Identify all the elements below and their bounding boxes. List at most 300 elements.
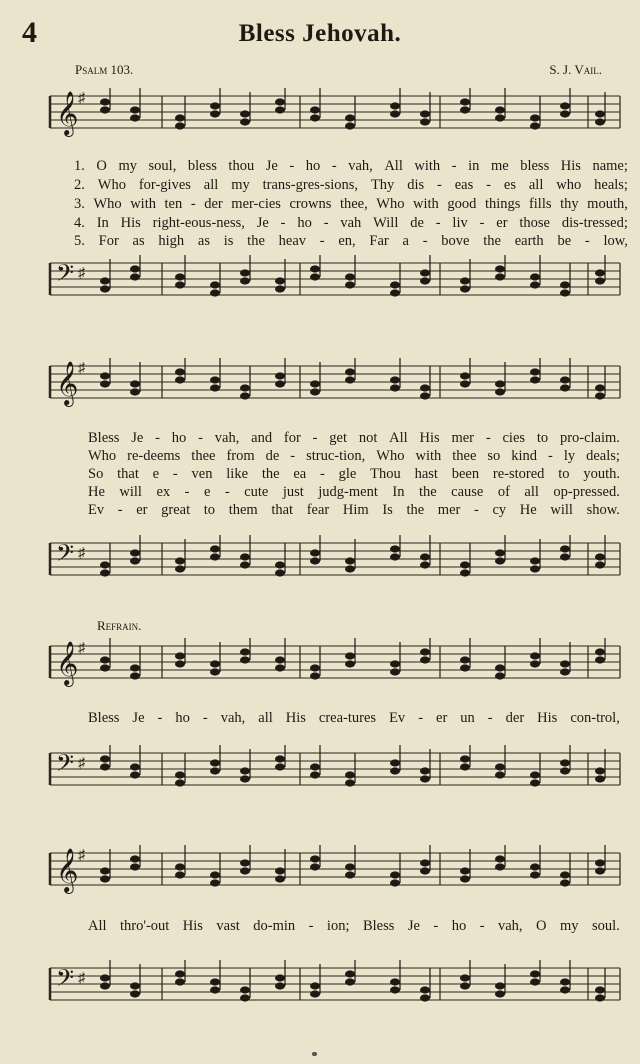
notehead [100,982,110,989]
notehead [420,775,430,782]
sharp-key-signature-icon: ♯ [78,361,85,376]
lyric-syllable: vast [216,918,240,934]
notehead [460,106,470,113]
notehead [210,767,220,774]
lyric-syllable: ly [563,448,576,464]
sharp-key-signature-icon: ♯ [78,266,85,281]
lyric-syllable: O [96,158,107,174]
notehead [560,978,570,985]
lyric-syllable: er [496,215,508,231]
lyric-syllable: - [289,158,295,174]
lyric-syllable: dis [407,177,425,193]
lyric-syllable: struc-tion, [306,448,366,464]
notehead [175,281,185,288]
lyric-syllable: ho [297,215,312,231]
page-footer-dot [312,1052,317,1056]
bass-clef-icon: 𝄢 [56,539,75,572]
verse-2-line [74,177,628,194]
notehead [560,384,570,391]
lyric-syllable: liv [452,215,468,231]
lyric-syllable: them [228,502,258,518]
system-4-bass-staff [0,960,640,1020]
notehead [530,273,540,280]
notehead [595,775,605,782]
notehead [130,771,140,778]
lyric-syllable: my [118,158,137,174]
notehead [495,863,505,870]
notehead [460,875,470,882]
notehead [460,974,470,981]
lyric-syllable: - [437,177,442,193]
notehead [175,871,185,878]
notehead [210,545,220,552]
notehead [560,281,570,288]
notehead [460,285,470,292]
notehead [390,660,400,667]
lyric-syllable: ho [305,158,321,174]
lyric-syllable: who [556,177,582,193]
notehead [100,867,110,874]
lyric-syllable: Him [342,502,369,518]
lyric-syllable: Is [382,502,393,518]
lyric-syllable: great [161,502,191,518]
lyric-syllable: soul. [591,918,620,934]
notehead [495,380,505,387]
lyric-syllable: ex [156,484,171,500]
lyric-syllable: low, [603,233,628,249]
lyric-syllable: - [486,177,491,193]
lyric-syllable: Bless [88,710,120,726]
notehead [560,986,570,993]
notehead [210,759,220,766]
lyric-syllable: thee [452,448,477,464]
lyric-syllable: with [415,448,442,464]
notehead [175,114,185,121]
notehead [420,767,430,774]
notehead [495,114,505,121]
lyric-syllable: - [280,215,286,231]
lyric-syllable: to [558,466,570,482]
notehead [210,289,220,296]
notehead [595,118,605,125]
notehead [100,974,110,981]
lyric-syllable: cute [244,484,269,500]
lyric-syllable: fear [306,502,330,518]
lyric-syllable: heals; [594,177,628,193]
notehead [100,561,110,568]
notehead [420,867,430,874]
notehead [420,859,430,866]
lyric-syllable: the [261,466,280,482]
lyric-syllable: - [312,430,318,446]
lyric-syllable: For [98,233,119,249]
sharp-key-signature-icon: ♯ [78,91,85,106]
lyric-syllable: - [198,430,203,446]
notehead [275,982,285,989]
notehead [560,668,570,675]
notehead [275,106,285,113]
notehead [130,549,140,556]
verse-3-line-2 [88,466,620,483]
lyric-syllable: dis-tressed; [561,215,628,231]
notehead [275,98,285,105]
lyric-syllable: - [155,430,160,446]
notehead [460,867,470,874]
notehead [175,557,185,564]
notehead [420,392,430,399]
notehead [460,277,470,284]
lyric-syllable: - [117,502,123,518]
notehead [240,392,250,399]
lyric-syllable: - [433,918,439,934]
system-4-treble-staff [0,845,640,905]
lyric-syllable: heav [278,233,307,249]
notehead [130,672,140,679]
notehead [495,557,505,564]
lyric-syllable: 3. [74,196,85,212]
notehead [130,388,140,395]
notehead [420,553,430,560]
system-2-treble-staff [0,358,640,418]
notehead [460,380,470,387]
notehead [420,994,430,1001]
lyric-syllable: His [560,158,581,174]
lyric-syllable: - [473,502,479,518]
notehead [560,289,570,296]
lyric-syllable: Ev [88,502,105,518]
lyric-syllable: vah, [214,430,240,446]
notehead [345,660,355,667]
lyric-syllable: - [422,233,428,249]
lyric-syllable: of [497,484,510,500]
notehead [275,380,285,387]
notehead [345,368,355,375]
notehead [100,656,110,663]
lyric-syllable: been [451,466,480,482]
lyric-syllable: Will [373,215,399,231]
notehead [420,561,430,568]
lyric-syllable: thee [191,448,216,464]
notehead [560,545,570,552]
verse-5-line-2 [88,502,620,519]
notehead [130,557,140,564]
notehead [210,879,220,886]
lyric-syllable: - [485,430,491,446]
notehead [130,982,140,989]
notehead [390,102,400,109]
lyric-syllable: - [184,484,190,500]
lyric-syllable: Who [376,196,405,212]
notehead [240,767,250,774]
lyric-syllable: All [88,918,107,934]
notehead [210,553,220,560]
notehead [495,672,505,679]
notehead [495,388,505,395]
lyric-syllable: as [132,233,145,249]
notehead [130,380,140,387]
notehead [310,990,320,997]
lyric-syllable: Who [97,177,126,193]
lyric-syllable: will [119,484,142,500]
notehead [560,553,570,560]
notehead [130,990,140,997]
notehead [275,561,285,568]
notehead [420,110,430,117]
composer-credit: S. J. Vail. [549,62,602,77]
notehead [240,986,250,993]
lyric-syllable: - [224,484,230,500]
notehead [175,376,185,383]
notehead [100,569,110,576]
bass-clef-icon: 𝄢 [56,964,75,997]
notehead [530,771,540,778]
notehead [310,273,320,280]
notehead [560,767,570,774]
lyric-syllable: and [251,430,273,446]
notehead [345,970,355,977]
lyric-syllable: - [319,233,325,249]
notehead [275,656,285,663]
notehead [345,273,355,280]
notehead [420,986,430,993]
lyric-syllable: vah, [498,918,523,934]
notehead [530,652,540,659]
lyric-syllable: - [331,158,337,174]
lyric-syllable: like [226,466,249,482]
lyric-syllable: Who [88,448,117,464]
lyric-syllable: me [490,158,509,174]
lyric-syllable: vah, [220,710,246,726]
notehead [175,970,185,977]
notehead [210,871,220,878]
notehead [595,392,605,399]
lyric-syllable: Je [132,710,145,726]
notehead [530,970,540,977]
notehead [310,265,320,272]
scripture-source: Psalm 103. [75,62,134,77]
sharp-key-signature-icon: ♯ [78,641,85,656]
notehead [420,648,430,655]
lyric-syllable: kind [511,448,538,464]
notehead [595,561,605,568]
notehead [595,648,605,655]
bass-clef-icon: 𝄢 [56,749,75,782]
notehead [390,767,400,774]
lyric-syllable: - [479,918,485,934]
lyric-syllable: All [384,158,403,174]
lyric-syllable: in [468,158,480,174]
lyric-syllable: is [223,233,234,249]
notehead [240,110,250,117]
lyric-syllable: He [519,502,537,518]
notehead [460,982,470,989]
lyric-syllable: 2. [74,177,85,193]
lyric-syllable: bless [187,158,217,174]
notehead [390,759,400,766]
lyric-syllable: 5. [74,233,85,249]
notehead [595,384,605,391]
notehead [310,380,320,387]
lyric-syllable: that [117,466,139,482]
lyric-syllable: - [157,710,163,726]
lyric-syllable: bless [520,158,550,174]
lyric-syllable: eas [454,177,474,193]
notehead [175,652,185,659]
notehead [390,879,400,886]
notehead [390,384,400,391]
lyric-syllable: mer-cies [231,196,281,212]
notehead [310,863,320,870]
notehead [595,110,605,117]
notehead [390,986,400,993]
system-3-bass-staff [0,745,640,805]
notehead [495,549,505,556]
notehead [240,277,250,284]
lyric-syllable: my [231,177,250,193]
notehead [275,974,285,981]
notehead [495,982,505,989]
lyric-syllable: All [389,430,408,446]
lyric-syllable: der [204,196,223,212]
lyric-syllable: all [203,177,219,193]
notehead [530,863,540,870]
notehead [240,384,250,391]
notehead [390,289,400,296]
lyric-syllable: Far [369,233,389,249]
notehead [460,98,470,105]
sharp-key-signature-icon: ♯ [78,756,85,771]
lyric-syllable: de [410,215,424,231]
notehead [100,98,110,105]
lyric-syllable: es [503,177,516,193]
notehead [275,875,285,882]
lyric-syllable: be [557,233,572,249]
lyric-syllable: trans-gres-sions, [262,177,359,193]
lyric-syllable: e [152,466,160,482]
lyric-syllable: thee, [339,196,368,212]
lyric-syllable: earth [514,233,544,249]
notehead [420,384,430,391]
lyric-syllable: He [88,484,105,500]
lyric-syllable: So [88,466,104,482]
lyric-syllable: en, [338,233,356,249]
notehead [175,660,185,667]
notehead [390,871,400,878]
lyric-syllable: judg-ment [318,484,378,500]
lyric-syllable: right-eous-ness, [152,215,245,231]
lyric-syllable: Thy [370,177,395,193]
notehead [390,281,400,288]
notehead [345,565,355,572]
page-number: 4 [22,16,37,49]
notehead [100,380,110,387]
notehead [495,855,505,862]
lyric-syllable: a [402,233,409,249]
notehead [560,660,570,667]
lyric-syllable: - [190,196,196,212]
notehead [530,557,540,564]
notehead [275,664,285,671]
bass-clef-icon: 𝄢 [56,259,75,292]
lyric-syllable: the [406,502,425,518]
notehead [275,285,285,292]
lyric-syllable: thou [228,158,255,174]
notehead [345,871,355,878]
notehead [130,664,140,671]
lyric-syllable: Who [93,196,122,212]
lyric-syllable: - [479,215,485,231]
notehead [345,652,355,659]
system-3-treble-staff [0,638,640,698]
notehead [100,875,110,882]
notehead [460,763,470,770]
lyric-syllable: ion; [326,918,350,934]
lyric-syllable: Thou [370,466,401,482]
lyric-syllable: not [358,430,378,446]
notehead [240,118,250,125]
verse-5-line [74,233,628,250]
notehead [240,775,250,782]
system-1-treble-staff [0,88,640,148]
lyric-syllable: good [447,196,477,212]
lyric-syllable: to [536,430,549,446]
lyric-syllable: do-min [253,918,296,934]
notehead [595,656,605,663]
lyric-syllable: - [290,448,296,464]
lyric-syllable: fills [528,196,552,212]
notehead [275,755,285,762]
lyric-syllable: ea [293,466,307,482]
verse-1-line-2 [88,430,620,447]
lyric-syllable: Je [256,215,269,231]
lyric-syllable: - [308,918,314,934]
lyric-syllable: con-trol, [570,710,620,726]
lyric-syllable: Ev [389,710,406,726]
lyric-syllable: so [487,448,501,464]
notehead [310,672,320,679]
refrain-label: Refrain. [97,618,142,633]
lyric-syllable: soul, [148,158,177,174]
lyric-syllable: His [419,430,440,446]
notehead [275,763,285,770]
notehead [460,372,470,379]
verse-4-line-2 [88,484,620,501]
lyric-syllable: - [323,215,329,231]
system-2-bass-staff [0,535,640,595]
notehead [495,990,505,997]
lyric-syllable: crowns [289,196,332,212]
notehead [595,767,605,774]
notehead [175,771,185,778]
lyric-syllable: my [559,918,579,934]
notehead [310,106,320,113]
notehead [310,388,320,395]
lyric-syllable: get [329,430,347,446]
lyric-syllable: from [226,448,255,464]
notehead [495,265,505,272]
lyric-syllable: mer [451,430,475,446]
notehead [595,994,605,1001]
notehead [460,569,470,576]
notehead [530,779,540,786]
notehead [310,549,320,556]
notehead [240,553,250,560]
notehead [210,978,220,985]
notehead [530,660,540,667]
notehead [310,982,320,989]
treble-clef-icon: 𝄞 [56,641,79,685]
verse-1-line [74,158,628,175]
